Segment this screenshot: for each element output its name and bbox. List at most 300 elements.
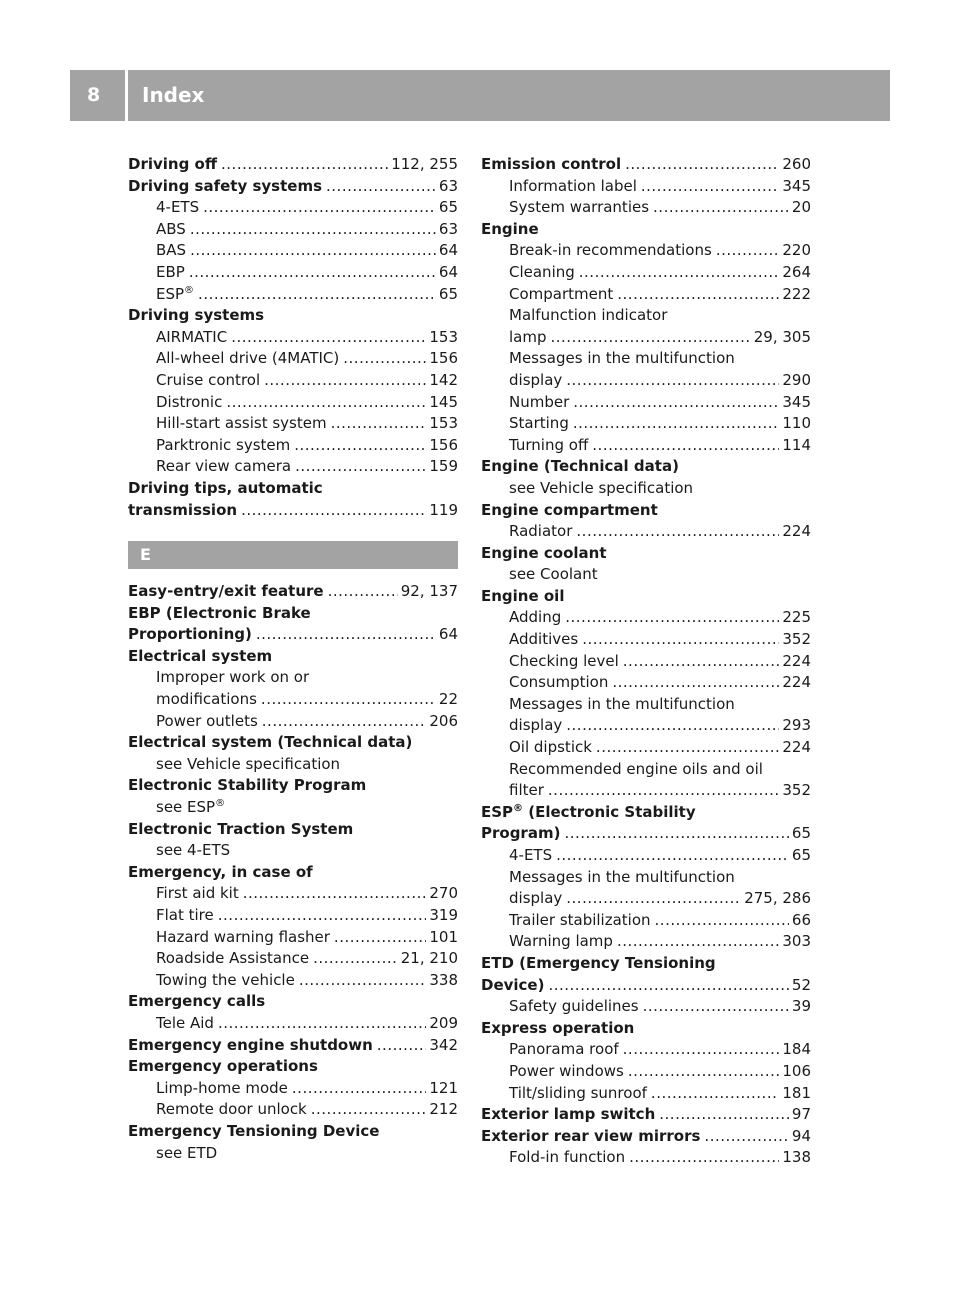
entry-label: Messages in the multifunction <box>509 694 735 713</box>
dot-leader <box>264 370 426 392</box>
entry-text <box>509 1083 647 1105</box>
entry-label: EBP (Electronic Brake <box>128 603 311 622</box>
index-subentry <box>128 754 458 776</box>
entry-label: Messages in the multifunction <box>509 349 735 368</box>
index-subentry <box>481 1083 811 1105</box>
entry-label: Engine (Technical data) <box>481 457 679 476</box>
entry-text <box>156 689 257 711</box>
entry-text <box>509 197 649 219</box>
dot-leader <box>612 672 779 694</box>
index-entry <box>481 456 811 478</box>
page-reference: 153 <box>429 414 458 433</box>
index-subentry <box>128 905 458 927</box>
index-subentry <box>481 262 811 284</box>
page-reference: 345 <box>782 392 811 411</box>
page-reference: 224 <box>782 522 811 541</box>
entry-label: Engine oil <box>481 586 565 605</box>
entry-label: Emission control <box>481 155 622 173</box>
page-reference: 264 <box>782 262 811 281</box>
page-reference: 290 <box>782 370 811 389</box>
entry-text <box>156 435 290 457</box>
index-subentry <box>481 931 811 953</box>
entry-label: filter <box>509 781 544 800</box>
entry-text <box>128 775 366 797</box>
entry-label: Emergency, in case of <box>128 862 313 881</box>
entry-label: Additives <box>509 630 579 649</box>
entry-label: Radiator <box>509 522 573 541</box>
entry-text <box>128 603 311 625</box>
dot-leader <box>261 689 436 711</box>
page-reference: 64 <box>438 262 458 281</box>
entry-text <box>509 780 544 802</box>
entry-text <box>481 802 696 824</box>
entry-label: Limp-home mode <box>156 1078 288 1097</box>
page-reference: 110 <box>782 414 811 433</box>
entry-label: Device) <box>481 975 545 994</box>
entry-text <box>509 607 561 629</box>
dot-leader <box>623 651 780 673</box>
dot-leader <box>629 1147 779 1169</box>
entry-label: Electrical system (Technical data) <box>128 733 413 752</box>
entry-text <box>156 327 227 349</box>
entry-label: Recommended engine oils and oil <box>509 759 763 778</box>
index-subentry <box>481 715 811 737</box>
entry-label: Trailer stabilization <box>509 910 651 929</box>
entry-label: Engine compartment <box>481 500 658 519</box>
entry-label: Flat tire <box>156 906 214 924</box>
entry-text <box>509 888 562 910</box>
entry-text <box>509 305 667 327</box>
index-entry <box>128 1035 458 1057</box>
dot-leader <box>704 1126 788 1148</box>
page-reference: 52 <box>791 975 811 994</box>
index-subentry <box>481 910 811 932</box>
entry-text <box>156 1078 288 1100</box>
page-reference: 22 <box>438 690 458 709</box>
entry-label: see Coolant <box>509 565 598 584</box>
page-reference: 224 <box>782 738 811 757</box>
entry-label: Safety guidelines <box>509 997 639 1016</box>
entry-text <box>509 392 569 414</box>
entry-text <box>156 754 340 776</box>
entry-label: Oil dipstick <box>509 738 592 757</box>
dot-leader <box>326 176 436 198</box>
dot-leader <box>716 240 780 262</box>
page-reference: 319 <box>429 906 458 924</box>
dot-leader <box>625 154 779 176</box>
entry-text <box>128 1121 379 1143</box>
entry-label: Break-in recommendations <box>509 241 712 260</box>
entry-text <box>509 715 562 737</box>
page-reference: 156 <box>429 349 458 368</box>
entry-text <box>156 970 295 992</box>
page-reference: 222 <box>782 284 811 303</box>
dot-leader <box>311 1099 427 1121</box>
entry-label: BAS <box>156 241 187 260</box>
entry-label: see ETD <box>156 1143 218 1162</box>
entry-text <box>481 1126 700 1148</box>
entry-text <box>509 348 735 370</box>
page-reference: 20 <box>791 198 811 217</box>
entry-label: Emergency engine shutdown <box>128 1035 373 1054</box>
entry-label: Driving safety systems <box>128 176 323 195</box>
entry-text <box>509 262 575 284</box>
entry-text <box>128 732 412 754</box>
index-column-right <box>481 154 811 1169</box>
dot-leader <box>617 284 779 306</box>
index-subentry <box>481 845 811 867</box>
entry-label: System warranties <box>509 198 650 217</box>
entry-text <box>156 348 339 370</box>
dot-leader <box>292 1078 426 1100</box>
entry-text <box>509 737 592 759</box>
page-reference: 65 <box>791 846 811 864</box>
entry-text <box>128 819 353 841</box>
index-subentry <box>481 1147 811 1169</box>
entry-text <box>156 927 330 949</box>
entry-text <box>509 284 613 306</box>
entry-text <box>128 176 322 198</box>
entry-text <box>156 905 214 927</box>
entry-label: display <box>509 889 563 908</box>
entry-text <box>156 840 230 862</box>
index-subentry <box>128 262 458 284</box>
entry-label: Messages in the multifunction <box>509 867 735 886</box>
page-reference: 119 <box>429 500 458 519</box>
section-letter-header: E <box>128 541 458 569</box>
page-reference: 181 <box>782 1083 811 1102</box>
dot-leader <box>295 456 426 478</box>
index-subentry <box>128 667 458 689</box>
registered-mark: ® <box>215 798 226 810</box>
index-subentry <box>128 927 458 949</box>
index-entry <box>128 603 458 625</box>
page-reference: 212 <box>429 1100 458 1119</box>
page-reference: 138 <box>782 1148 811 1167</box>
index-entry <box>481 543 811 565</box>
dot-leader <box>573 392 779 414</box>
page-reference: 225 <box>782 608 811 627</box>
dot-leader <box>579 262 780 284</box>
entry-text <box>128 1056 318 1078</box>
entry-text <box>481 823 560 845</box>
page-reference: 92, 137 <box>400 582 458 601</box>
entry-label: Driving tips, automatic <box>128 478 323 497</box>
entry-text <box>509 996 639 1018</box>
index-entry <box>128 775 458 797</box>
entry-label: Number <box>509 392 570 411</box>
index-subentry <box>128 456 458 478</box>
index-entry <box>128 581 458 603</box>
registered-mark: ® <box>184 284 195 296</box>
page-reference: 156 <box>429 435 458 454</box>
page-reference: 209 <box>429 1013 458 1032</box>
index-entry <box>128 862 458 884</box>
entry-text <box>128 305 264 327</box>
entry-text <box>509 651 619 673</box>
page-reference: 64 <box>438 241 458 260</box>
index-subentry <box>128 1143 458 1165</box>
entry-label: All-wheel drive (4MATIC) <box>156 349 340 368</box>
index-entry <box>128 176 458 198</box>
dot-leader <box>313 948 398 970</box>
index-subentry <box>481 478 811 500</box>
entry-label: display <box>509 370 563 389</box>
entry-text <box>481 1104 655 1126</box>
entry-label: Consumption <box>509 673 609 692</box>
index-subentry <box>481 240 811 262</box>
entry-text <box>128 154 217 176</box>
header-divider <box>125 70 128 121</box>
entry-text <box>156 197 199 219</box>
entry-label: see Vehicle specification <box>156 754 341 773</box>
dot-leader <box>231 327 426 349</box>
entry-label: Compartment <box>509 284 614 303</box>
entry-text <box>509 845 552 867</box>
entry-text <box>128 500 237 522</box>
page-reference: 303 <box>782 932 811 951</box>
dot-leader <box>565 607 779 629</box>
entry-label: lamp <box>509 327 547 346</box>
entry-text <box>156 219 186 241</box>
entry-text <box>481 154 621 176</box>
index-subentry <box>128 392 458 414</box>
index-entry <box>128 646 458 668</box>
entry-label: Checking level <box>509 651 619 670</box>
dot-leader <box>189 262 436 284</box>
entry-text <box>128 646 272 668</box>
page-reference: 293 <box>782 716 811 735</box>
entry-label: Towing the vehicle <box>156 970 295 989</box>
entry-text <box>481 500 658 522</box>
page-reference: 63 <box>438 176 458 195</box>
entry-label: Adding <box>509 608 562 627</box>
index-entry <box>481 1018 811 1040</box>
index-entry <box>481 975 811 997</box>
index-subentry <box>481 888 811 910</box>
dot-leader <box>659 1104 789 1126</box>
index-subentry <box>481 435 811 457</box>
dot-leader <box>655 910 789 932</box>
page-reference: 345 <box>782 176 811 195</box>
index-subentry <box>128 883 458 905</box>
index-entry <box>128 732 458 754</box>
page-reference: 352 <box>782 630 811 649</box>
dot-leader <box>628 1061 780 1083</box>
page-reference: 220 <box>782 241 811 260</box>
entry-label: Starting <box>509 414 569 433</box>
index-subentry <box>481 607 811 629</box>
entry-label: Rear view camera <box>156 457 292 476</box>
entry-text <box>156 413 327 435</box>
page-reference: 142 <box>429 370 458 389</box>
entry-text <box>509 931 613 953</box>
index-subentry <box>128 197 458 219</box>
dot-leader <box>576 521 779 543</box>
entry-text <box>509 1061 624 1083</box>
dot-leader <box>294 435 426 457</box>
entry-label: Emergency Tensioning Device <box>128 1121 380 1140</box>
entry-label: Remote door unlock <box>156 1100 307 1119</box>
dot-leader <box>190 219 436 241</box>
index-entry <box>481 586 811 608</box>
entry-label: Easy-entry/exit feature <box>128 582 324 601</box>
entry-label: see 4-ETS <box>156 841 231 860</box>
index-subentry <box>481 996 811 1018</box>
index-subentry <box>481 521 811 543</box>
entry-text <box>509 176 637 198</box>
index-subentry <box>481 370 811 392</box>
index-entry <box>481 219 811 241</box>
entry-label: ESP <box>156 284 185 303</box>
entry-text <box>509 867 735 889</box>
dot-leader <box>198 284 436 306</box>
dot-leader <box>226 392 426 414</box>
entry-text <box>509 759 763 781</box>
index-subentry <box>481 327 811 349</box>
page-reference: 29, 305 <box>753 327 811 346</box>
index-subentry <box>481 348 811 370</box>
dot-leader <box>256 624 436 646</box>
dot-leader <box>643 996 789 1018</box>
entry-text <box>481 586 564 608</box>
index-subentry <box>481 413 811 435</box>
entry-text <box>481 219 539 241</box>
entry-text <box>156 667 309 689</box>
entry-label: Information label <box>509 176 637 195</box>
entry-label: Driving systems <box>128 306 265 325</box>
index-subentry <box>128 1099 458 1121</box>
index-subentry <box>128 797 458 819</box>
page-reference: 64 <box>438 625 458 644</box>
page-reference: 65 <box>438 198 458 217</box>
entry-text <box>509 694 735 716</box>
entry-label: Warning lamp <box>509 932 613 951</box>
entry-label: ETD (Emergency Tensioning <box>481 953 716 972</box>
entry-label: Cruise control <box>156 370 261 389</box>
dot-leader <box>262 711 427 733</box>
index-subentry <box>481 672 811 694</box>
entry-label: see Vehicle specification <box>509 478 694 497</box>
index-entry <box>128 305 458 327</box>
entry-label: 4-ETS <box>509 846 553 864</box>
entry-label: Exterior rear view mirrors <box>481 1126 701 1145</box>
entry-label: Tele Aid <box>156 1013 214 1032</box>
index-subentry <box>128 711 458 733</box>
dot-leader <box>221 154 388 176</box>
index-subentry <box>128 413 458 435</box>
index-entry <box>128 478 458 500</box>
entry-text <box>156 262 185 284</box>
entry-label: 4-ETS <box>156 198 200 217</box>
index-subentry <box>128 1013 458 1035</box>
index-subentry <box>128 948 458 970</box>
dot-leader <box>190 240 436 262</box>
index-subentry <box>481 759 811 781</box>
entry-label: Driving off <box>128 155 218 173</box>
entry-label: Power windows <box>509 1061 624 1080</box>
dot-leader <box>328 581 398 603</box>
index-subentry <box>128 435 458 457</box>
page-reference: 121 <box>429 1078 458 1097</box>
entry-text <box>509 1147 625 1169</box>
dot-leader <box>592 435 779 457</box>
entry-text <box>156 1143 217 1165</box>
entry-text <box>128 478 323 500</box>
page-reference: 106 <box>782 1061 811 1080</box>
entry-text <box>156 948 309 970</box>
page-reference: 159 <box>429 457 458 476</box>
entry-label: Distronic <box>156 392 223 411</box>
entry-text <box>156 370 260 392</box>
entry-label: Electronic Traction System <box>128 819 354 838</box>
page-reference: 97 <box>791 1105 811 1124</box>
index-subentry <box>481 651 811 673</box>
index-entry <box>481 802 811 824</box>
index-entry <box>481 500 811 522</box>
entry-text <box>481 456 679 478</box>
entry-label: Malfunction indicator <box>509 306 668 325</box>
index-entry <box>128 500 458 522</box>
entry-label: Engine coolant <box>481 543 607 562</box>
entry-label: Engine <box>481 219 539 238</box>
entry-label: ABS <box>156 219 186 238</box>
entry-text <box>128 624 252 646</box>
page-reference: 114 <box>782 435 811 454</box>
dot-leader <box>548 780 779 802</box>
index-column-left <box>128 154 458 1164</box>
page-reference: 101 <box>429 927 458 946</box>
page-reference: 270 <box>429 884 458 903</box>
entry-text <box>509 370 562 392</box>
entry-label: Improper work on or <box>156 668 310 687</box>
index-subentry <box>128 327 458 349</box>
index-subentry <box>128 970 458 992</box>
index-subentry <box>128 840 458 862</box>
index-entry <box>128 1056 458 1078</box>
entry-label: Cleaning <box>509 262 575 281</box>
dot-leader <box>564 823 788 845</box>
entry-label: transmission <box>128 500 238 519</box>
entry-label: Express operation <box>481 1018 635 1037</box>
entry-text <box>509 564 598 586</box>
entry-label: Tilt/sliding sunroof <box>509 1083 647 1102</box>
entry-text <box>481 975 544 997</box>
entry-label: modifications <box>156 690 257 709</box>
page-reference: 65 <box>791 824 811 843</box>
index-subentry <box>481 1061 811 1083</box>
entry-label: Power outlets <box>156 711 258 730</box>
dot-leader <box>566 888 741 910</box>
dot-leader <box>548 975 788 997</box>
entry-label: Electrical system <box>128 646 273 665</box>
entry-text <box>156 711 258 733</box>
entry-label: Proportioning) <box>128 625 252 644</box>
dot-leader <box>218 905 427 927</box>
entry-text <box>156 284 194 306</box>
index-subentry <box>481 867 811 889</box>
dot-leader <box>623 1039 780 1061</box>
dot-leader <box>334 927 426 949</box>
dot-leader <box>573 413 780 435</box>
dot-leader <box>566 715 779 737</box>
entry-label: AIRMATIC <box>156 327 228 346</box>
index-subentry <box>481 305 811 327</box>
index-entry <box>128 819 458 841</box>
page-reference: 39 <box>791 997 811 1016</box>
index-subentry <box>481 392 811 414</box>
index-subentry <box>481 737 811 759</box>
